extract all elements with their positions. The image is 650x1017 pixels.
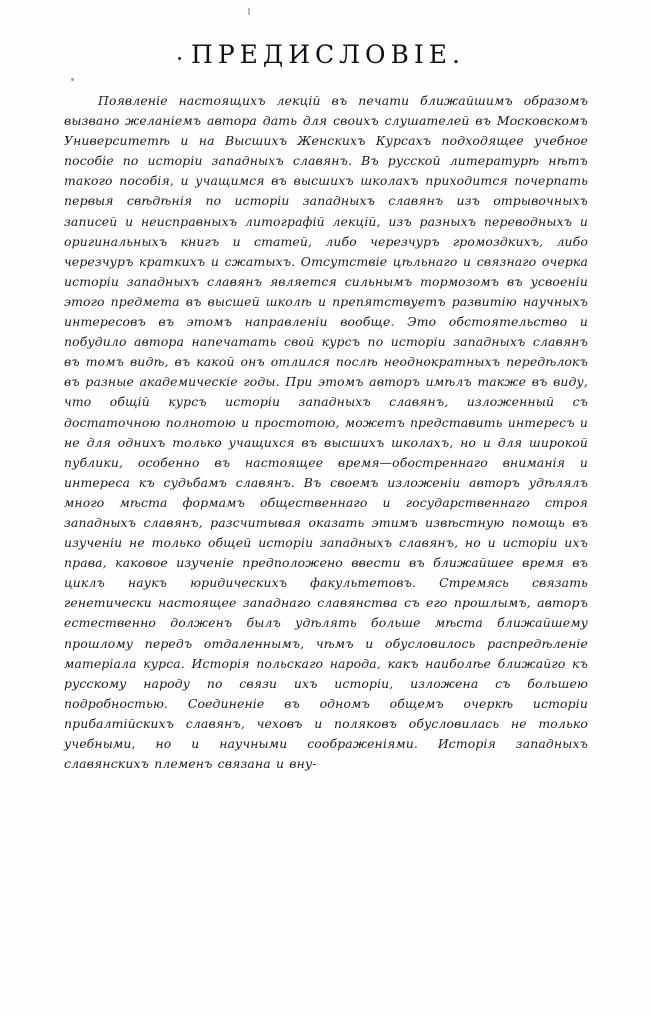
page-speck-top xyxy=(248,8,250,15)
title-ornament-dot xyxy=(178,57,181,60)
page-speck-left xyxy=(71,78,74,81)
preface-body-text: Появленіе настоящихъ лекцій въ печати ближайшимъ образомъ вызвано желаніемъ автора дать для своихъ слушателей въ Московскомъ Университетѣ и на Высшихъ Женскихъ Курсахъ подходящее учебное пособіе по исторіи западныхъ славянъ. Въ русской литературѣ нѣтъ такого пособія, и учащимся въ высшихъ школахъ приходится почерпать первыя свѣдѣнія по исторіи западныхъ славянъ изъ отрывочныхъ записей и неисправныхъ литографій лекцій, изъ разныхъ переводныхъ и оригинальныхъ книгъ и статей, либо черезчуръ громоздкихъ, либо черезчуръ краткихъ и сжатыхъ. Отсутствіе цѣльнаго и связнаго очерка исторіи западныхъ славянъ является сильнымъ тормозомъ въ усвоеніи этого предмета въ высшей школѣ и препятствуетъ развитію научныхъ интересовъ въ этомъ направленіи вообще. Это обстоятельство и побудило автора напечатать свой курсъ по исторіи западныхъ славянъ въ томъ видѣ, въ какой онъ отлился послѣ неоднократныхъ передѣлокъ въ разные академическіе годы. При этомъ авторъ имѣлъ также въ виду, что общій курсъ исторіи западныхъ славянъ, изложенный съ достаточною полнотою и простотою, можетъ представить интересъ и не для однихъ только учащихся въ высшихъ школахъ, но и для широкой публики, особенно въ настоящее время—обостреннаго вниманія и интереса къ судьбамъ славянъ. Въ своемъ изложеніи авторъ удѣлялъ много мѣста формамъ общественнаго и государственнаго строя западныхъ славянъ, разсчитывая оказать этимъ извѣстную помощь въ изученіи не только общей исторіи западныхъ славянъ, но и исторіи ихъ права, каковое изученіе предположено ввести въ ближайшее время въ циклъ наукъ юридическихъ факультетовъ. Стремясь связать генетически настоящее западнаго славянства съ его прошлымъ, авторъ естественно долженъ былъ удѣлять больше мѣста ближайшему прошлому передъ отдаленнымъ, чѣмъ и обусловилось распредѣленіе матеріала курса. Исторія польскаго народа, какъ наиболѣе ближайго къ русскому народу по связи ихъ исторіи, изложена съ большею подробностью. Соединеніе въ одномъ общемъ очеркѣ исторіи прибалтійскихъ славянъ, чеховъ и поляковъ обусловилась не только учебными, но и научными соображеніями. Исторія западныхъ славянскихъ племенъ связана и вну- xyxy=(64,93,588,772)
page-title: ПРЕДИСЛОВІЕ. xyxy=(191,40,465,69)
